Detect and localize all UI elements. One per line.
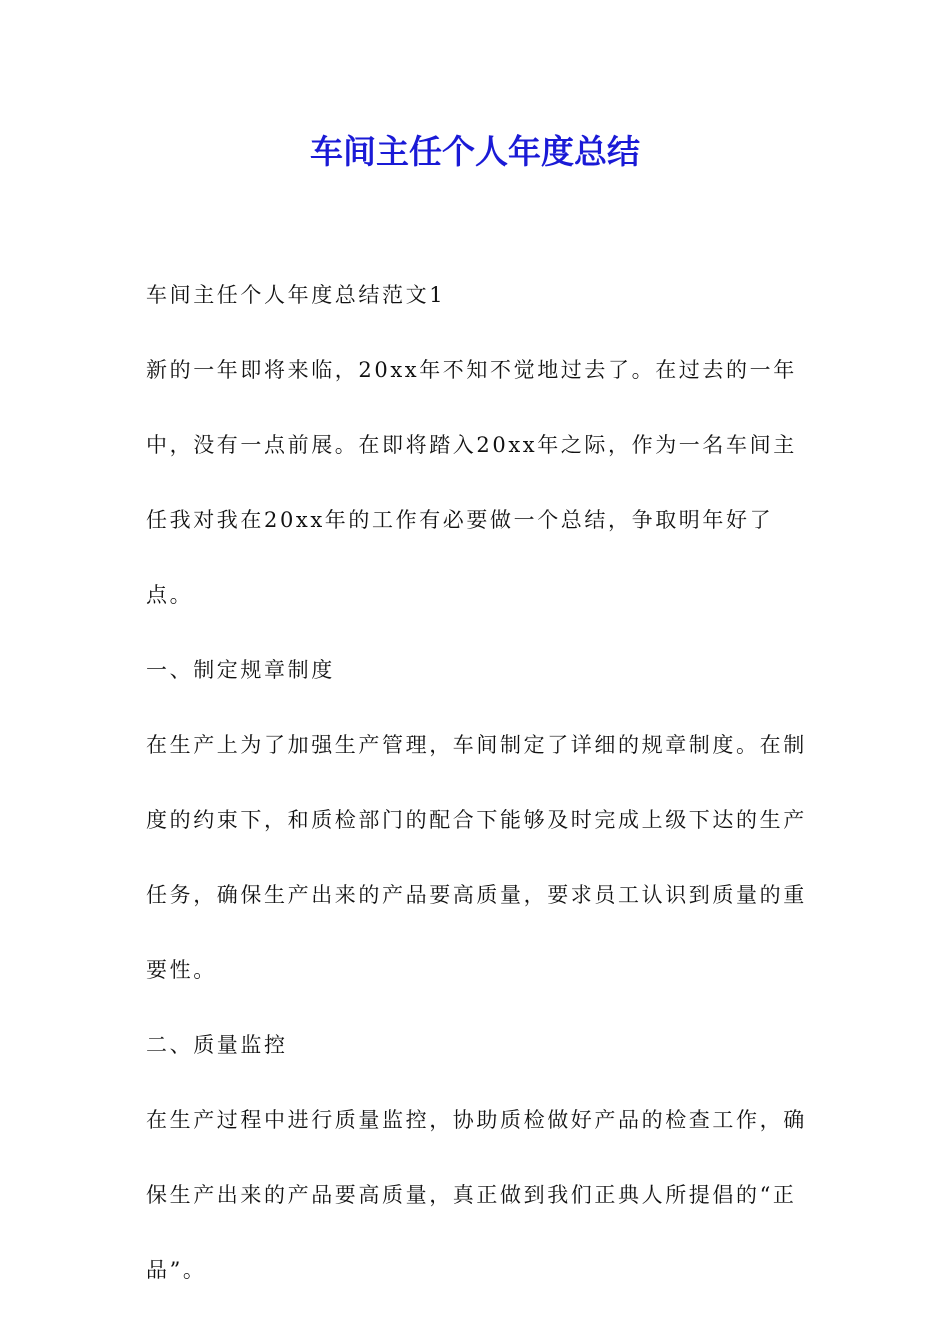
document-body <box>146 258 811 1308</box>
section-heading-quality: 二、质量监控 <box>146 1033 288 1057</box>
document-title: 车间主任个人年度总结 <box>310 132 640 171</box>
subtitle-paragraph: 车间主任个人年度总结范文1 <box>146 283 446 307</box>
section-heading-rules: 一、制定规章制度 <box>146 658 335 682</box>
quality-paragraph: 在生产过程中进行质量监控，协助质检做好产品的检查工作，确保生产出来的产品要高质量，真正做到我们正典人所提倡的“正品”。 <box>146 1108 807 1282</box>
intro-paragraph: 新的一年即将来临，20xx年不知不觉地过去了。在过去的一年中，没有一点前展。在即将踏入20xx年之际，作为一名车间主任我对我在20xx年的工作有必要做一个总结，争取明年好了点。 <box>146 358 797 607</box>
rules-paragraph: 在生产上为了加强生产管理，车间制定了详细的规章制度。在制度的约束下，和质检部门的配合下能够及时完成上级下达的生产任务，确保生产出来的产品要高质量，要求员工认识到质量的重要性。 <box>146 733 807 982</box>
